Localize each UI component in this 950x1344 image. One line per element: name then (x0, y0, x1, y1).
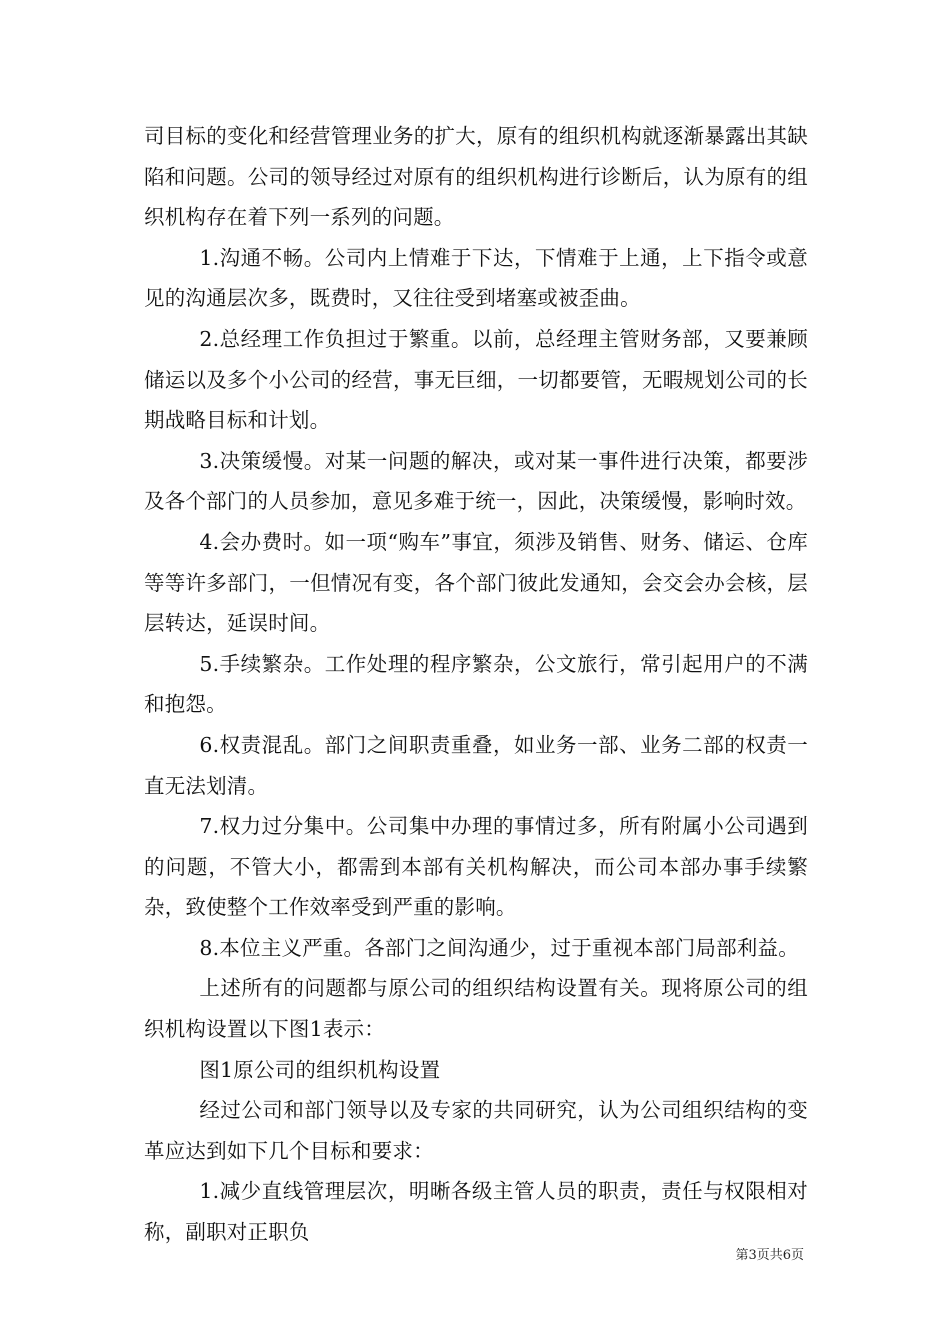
body-text (144, 116, 808, 1253)
paragraph: 2.总经理工作负担过于繁重。以前，总经理主管财务部，又要兼顾储运以及多个小公司的经营，事无巨细，一切都要管，无暇规划公司的长期战略目标和计划。 (144, 326, 808, 433)
paragraph: 司目标的变化和经营管理业务的扩大，原有的组织机构就逐渐暴露出其缺陷和问题。公司的领导经过对原有的组织机构进行诊断后，认为原有的组织机构存在着下列一系列的问题。 (144, 124, 808, 230)
paragraph: 4.会办费时。如一项“购车”事宜，须涉及销售、财务、储运、仓库等等许多部门，一但情况有变，各个部门彼此发通知，会交会办会核，层层转达，延误时间。 (144, 529, 808, 636)
paragraph: 6.权责混乱。部门之间职责重叠，如业务一部、业务二部的权责一直无法划清。 (144, 732, 808, 798)
page-number-footer: 第3页共6页 (735, 1248, 804, 1263)
paragraph: 经过公司和部门领导以及专家的共同研究，认为公司组织结构的变革应达到如下几个目标和要求： (144, 1098, 808, 1163)
paragraph: 上述所有的问题都与原公司的组织结构设置有关。现将原公司的组织机构设置以下图1表示： (144, 976, 808, 1042)
figure-caption: 图1原公司的组织机构设置 (199, 1057, 441, 1082)
paragraph: 3.决策缓慢。对某一问题的解决，或对某一事件进行决策，都要涉及各个部门的人员参加，意见多难于统一，因此，决策缓慢，影响时效。 (144, 448, 808, 514)
paragraph: 7.权力过分集中。公司集中办理的事情过多，所有附属小公司遇到的问题，不管大小，都需到本部有关机构解决，而公司本部办事手续繁杂，致使整个工作效率受到严重的影响。 (144, 814, 808, 920)
paragraph: 1.减少直线管理层次，明晰各级主管人员的职责，责任与权限相对称，副职对正职负 (144, 1179, 808, 1245)
paragraph: 1.沟通不畅。公司内上情难于下达，下情难于上通，上下指令或意见的沟通层次多，既费时，又往往受到堵塞或被歪曲。 (144, 245, 808, 311)
paragraph: 8.本位主义严重。各部门之间沟通少，过于重视本部门局部利益。 (199, 935, 799, 960)
paragraph: 5.手续繁杂。工作处理的程序繁杂，公文旅行，常引起用户的不满和抱怨。 (144, 651, 808, 717)
